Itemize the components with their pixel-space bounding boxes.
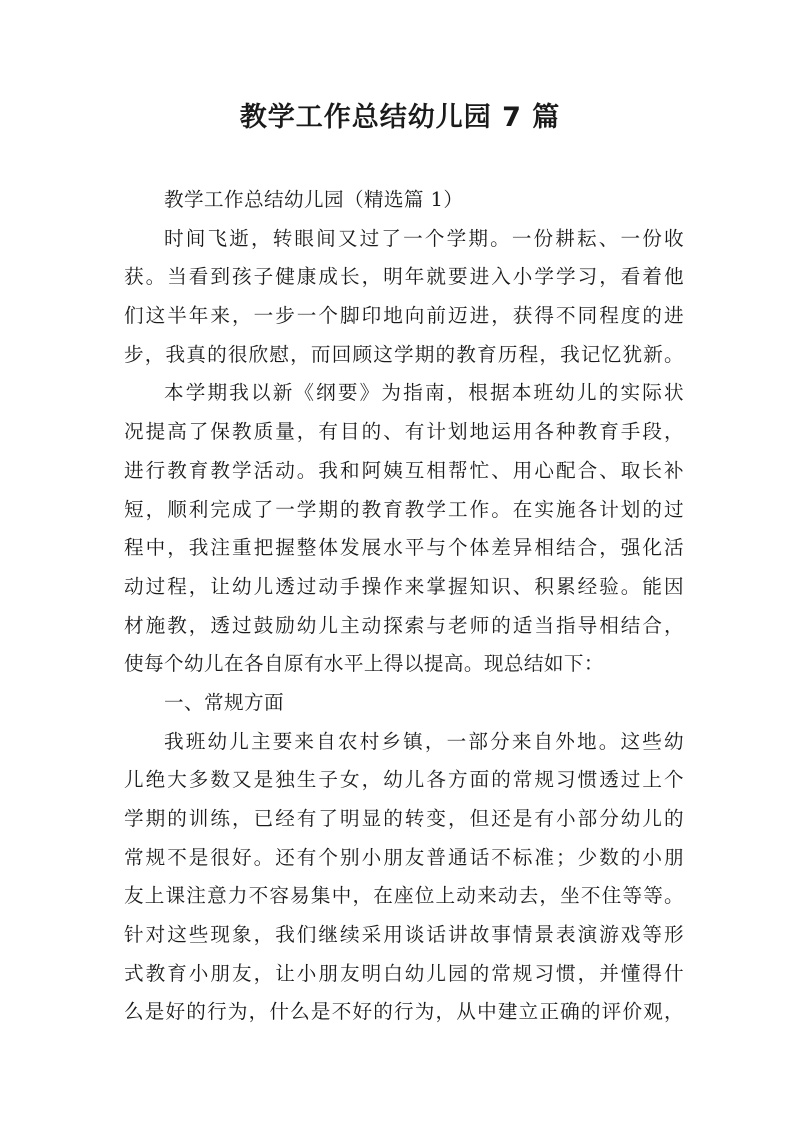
text-line: 针对这些现象，我们继续采用谈话讲故事情景表演游戏等形 bbox=[124, 923, 684, 947]
text-line: 学期的训练，已经有了明显的转变，但还是有小部分幼儿的 bbox=[124, 807, 684, 830]
text-line: 材施教，透过鼓励幼儿主动探索与老师的适当指导相结合， bbox=[124, 613, 684, 637]
text-line: 进行教育教学活动。我和阿姨互相帮忙、用心配合、取长补 bbox=[124, 458, 684, 482]
text-line: 本学期我以新《纲要》为指南，根据本班幼儿的实际状 bbox=[164, 381, 684, 405]
document-title: 教学工作总结幼儿园 7 篇 bbox=[239, 102, 561, 133]
text-line: 教学工作总结幼儿园（精选篇 1） bbox=[164, 188, 464, 211]
text-line: 时间飞逝，转眼间又过了一个学期。一份耕耘、一份收 bbox=[164, 226, 684, 250]
text-line: 获。当看到孩子健康成长，明年就要进入小学学习，看着他 bbox=[124, 265, 684, 289]
text-line: 短，顺利完成了一学期的教育教学工作。在实施各计划的过 bbox=[124, 497, 684, 521]
text-line: 式教育小朋友，让小朋友明白幼儿园的常规习惯，并懂得什 bbox=[124, 961, 684, 985]
text-line: 友上课注意力不容易集中，在座位上动来动去，坐不住等等。 bbox=[124, 884, 684, 908]
text-line: 使每个幼儿在各自原有水平上得以提高。现总结如下： bbox=[124, 652, 604, 676]
text-line: 步，我真的很欣慰，而回顾这学期的教育历程，我记忆犹新。 bbox=[124, 342, 684, 366]
text-line: 儿绝大多数又是独生子女，幼儿各方面的常规习惯透过上个 bbox=[124, 768, 684, 792]
text-line: 们这半年来，一步一个脚印地向前迈进，获得不同程度的进 bbox=[124, 304, 684, 328]
document-body bbox=[124, 181, 684, 1032]
text-line: 动过程，让幼儿透过动手操作来掌握知识、积累经验。能因 bbox=[124, 574, 684, 598]
text-line: 况提高了保教质量，有目的、有计划地运用各种教育手段， bbox=[124, 420, 684, 444]
text-line: 一、常规方面 bbox=[164, 690, 284, 714]
text-line: 常规不是很好。还有个别小朋友普通话不标准；少数的小朋 bbox=[124, 845, 684, 869]
text-line: 我班幼儿主要来自农村乡镇，一部分来自外地。这些幼 bbox=[164, 729, 684, 753]
text-line: 么是好的行为，什么是不好的行为，从中建立正确的评价观， bbox=[124, 1000, 684, 1024]
text-line: 程中，我注重把握整体发展水平与个体差异相结合，强化活 bbox=[124, 536, 684, 560]
